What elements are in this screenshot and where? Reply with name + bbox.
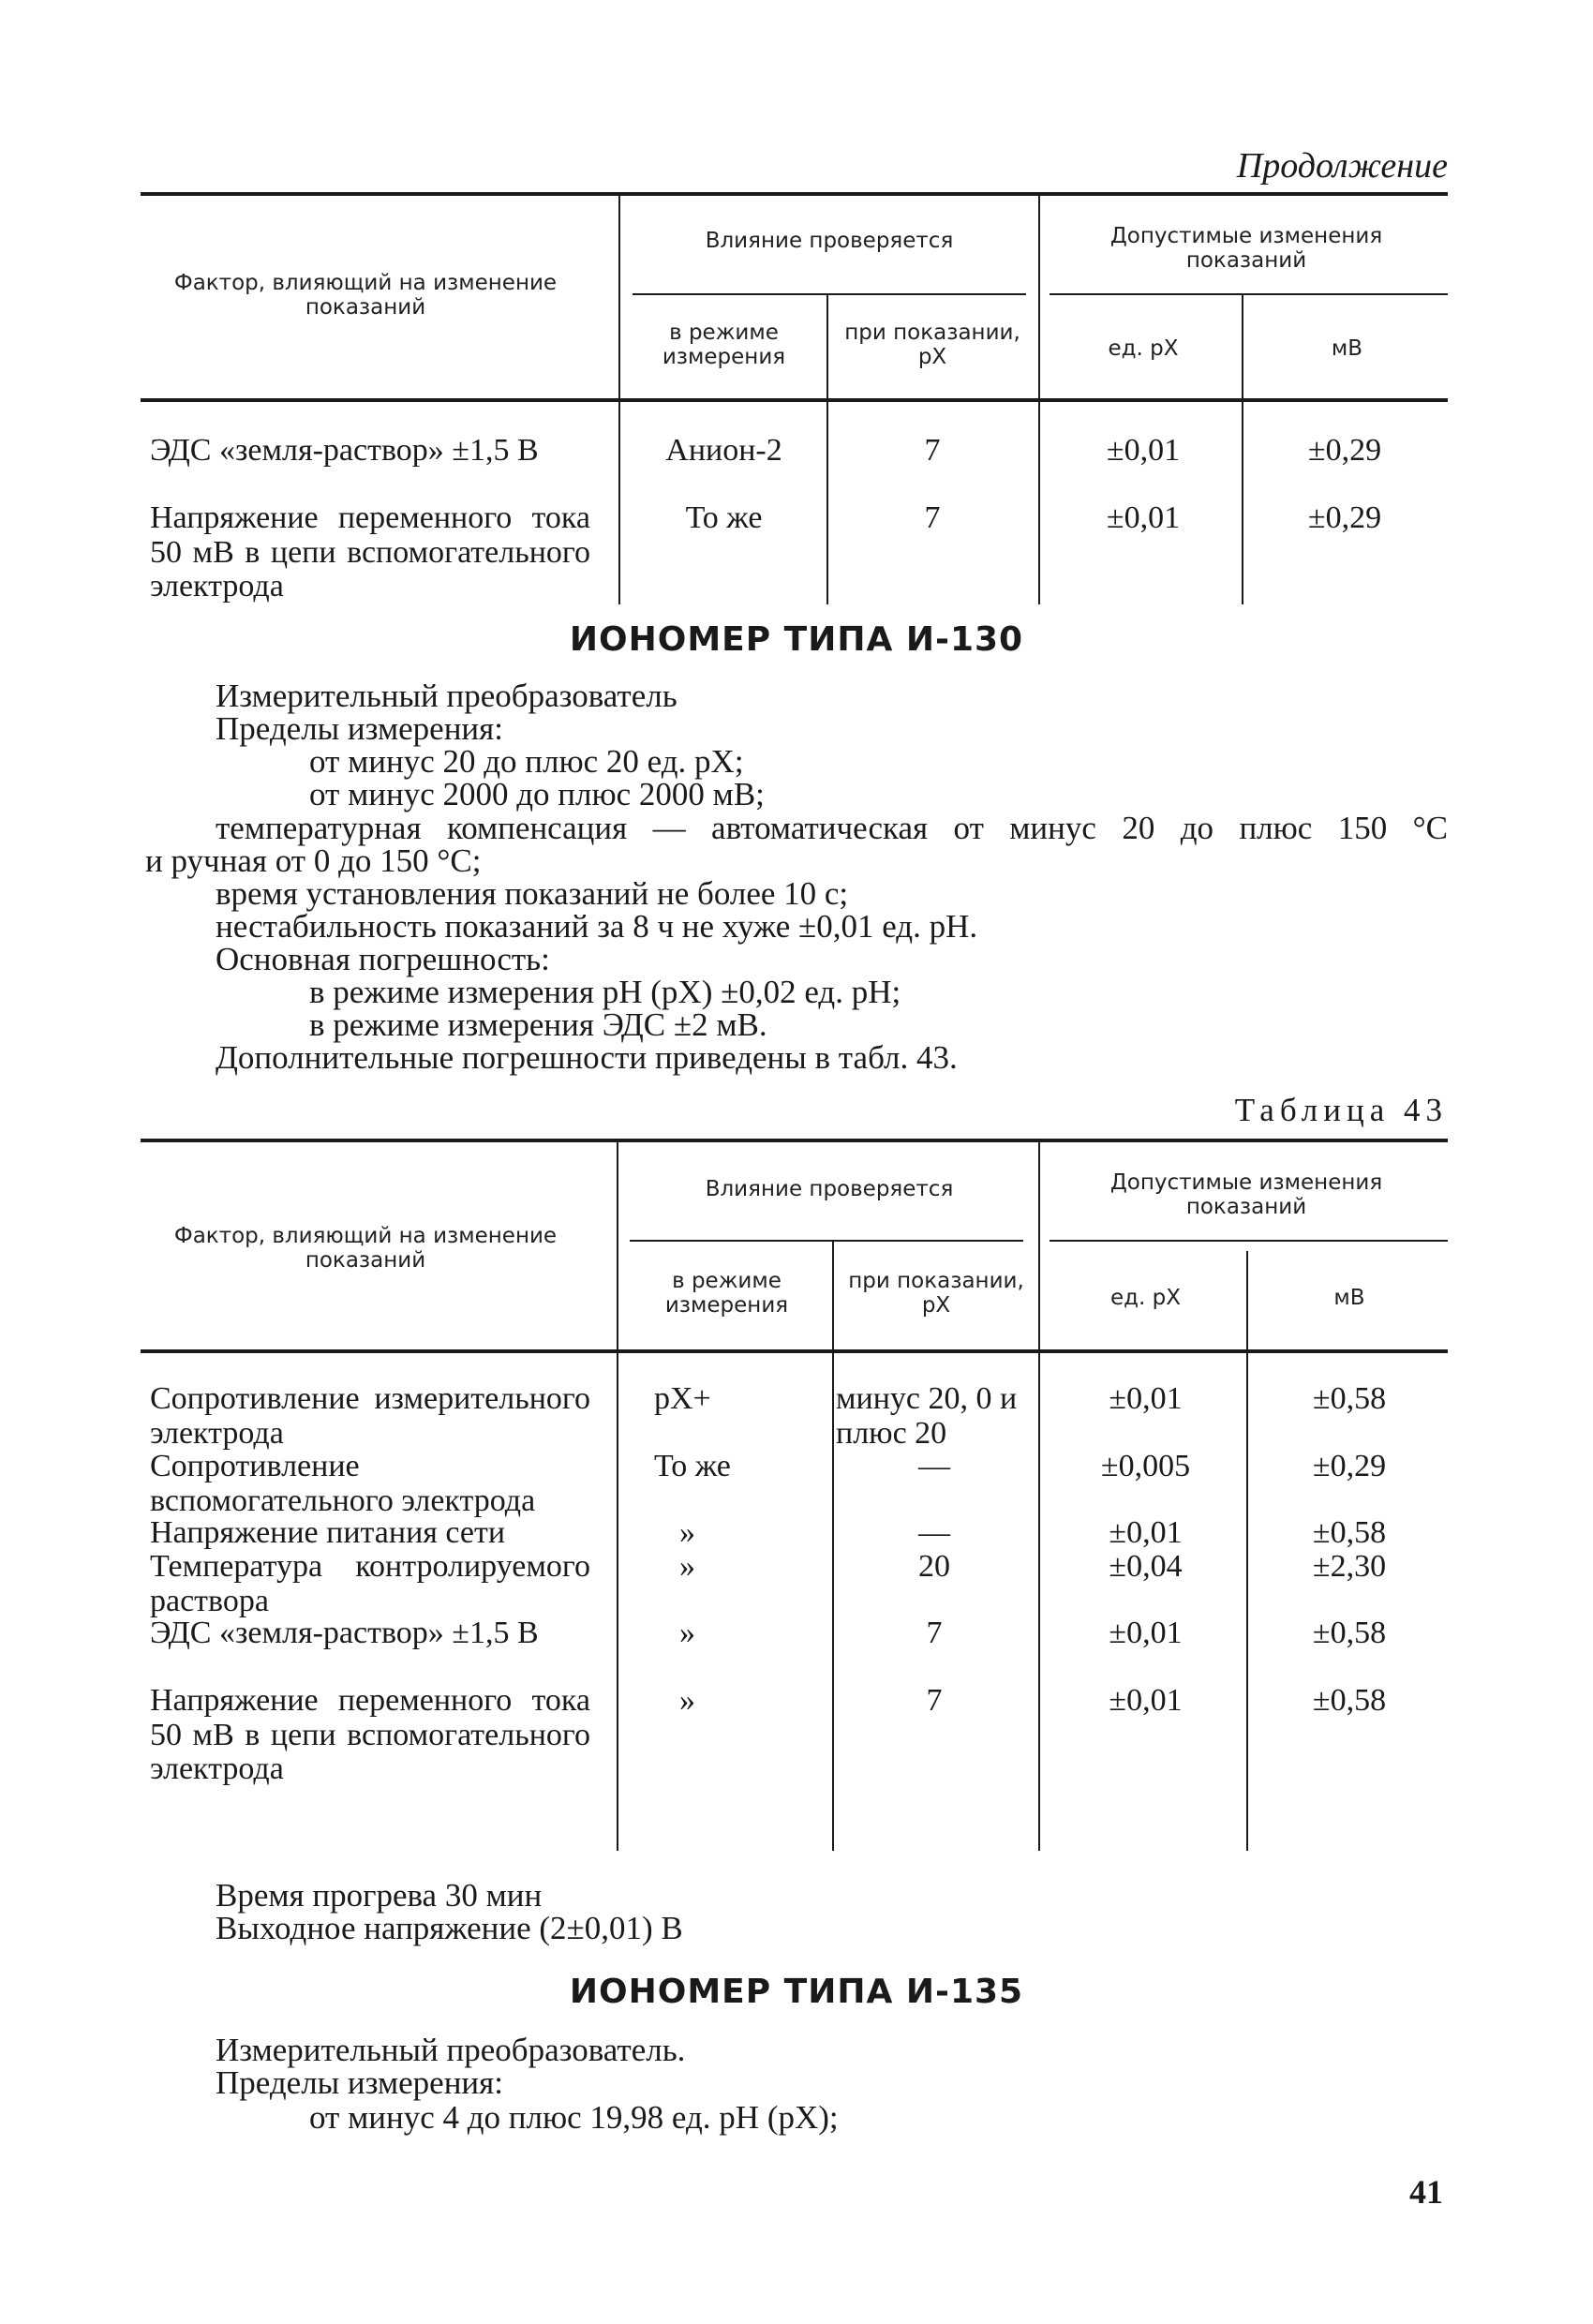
table-row-mode: » <box>679 1616 695 1650</box>
table-row-factor: Сопротивление вспомогательного электрода <box>150 1449 536 1518</box>
table-top-rule <box>141 192 1448 196</box>
table-row-mode: » <box>679 1515 695 1550</box>
table-row-px: ±0,04 <box>1109 1549 1183 1584</box>
table-row-at-reading: — <box>918 1515 950 1550</box>
table-row-factor: ЭДС «земля-раствор» ±1,5 В <box>150 1616 539 1650</box>
header-influence: Влияние проверяется <box>705 229 954 253</box>
header-units-mv: мВ <box>1333 1286 1365 1310</box>
table-row-px: ±0,01 <box>1106 433 1181 468</box>
table-row-px: ±0,01 <box>1106 500 1181 535</box>
header-mode: в режиме измерения <box>664 1269 789 1318</box>
col-divider <box>618 192 620 604</box>
col-divider <box>832 1240 834 1851</box>
table-43 <box>141 1139 1448 1851</box>
table-row-px: ±0,01 <box>1109 1616 1183 1650</box>
body-line: в режиме измерения ЭДС ±2 мВ. <box>309 1006 767 1043</box>
header-units-px: ед. pX <box>1108 336 1179 361</box>
table-row-mv: ±0,29 <box>1307 433 1382 468</box>
header-allowed: Допустимые изменения показаний <box>1109 1170 1383 1219</box>
continuation-label: Продолжение <box>1236 146 1448 186</box>
header-sub-rule <box>1050 1240 1448 1242</box>
body-line: Выходное напряжение (2±0,01) В <box>216 1910 683 1946</box>
body-line: от минус 4 до плюс 19,98 ед. pH (pX); <box>309 2099 839 2136</box>
body-line: Время прогрева 30 мин <box>216 1877 543 1914</box>
table-row-at-reading: — <box>918 1449 950 1483</box>
header-influence: Влияние проверяется <box>705 1177 954 1201</box>
table-row-mode: То же <box>654 1449 731 1483</box>
col-divider <box>1242 293 1243 604</box>
body-line: в режиме измерения pH (pX) ±0,02 ед. pH; <box>309 974 901 1010</box>
table-row-at-reading: 20 <box>918 1549 950 1584</box>
table-row-factor: Напряжение переменного тока 50 мВ в цепи вспомогательного электрода <box>150 500 590 604</box>
header-allowed: Допустимые изменения показаний <box>1109 224 1383 273</box>
header-units-mv: мВ <box>1331 336 1363 361</box>
header-factor: Фактор, влияющий на изменение показаний <box>173 271 558 320</box>
table-row-at-reading: 7 <box>924 500 941 535</box>
body-line: Измерительный преобразователь. <box>216 2032 686 2068</box>
body-line: Измерительный преобразователь <box>216 678 677 714</box>
table-top-rule <box>141 1139 1448 1142</box>
section-heading-i135: ИОНОМЕР ТИПА И-135 <box>569 1973 1024 2011</box>
col-divider <box>1038 192 1040 604</box>
table-row-at-reading: 7 <box>924 433 941 468</box>
body-line: Основная погрешность: <box>216 941 550 977</box>
table-row-px: ±0,01 <box>1109 1381 1183 1416</box>
table-row-mode: pX+ <box>654 1381 711 1416</box>
table-row-mv: ±0,58 <box>1312 1616 1387 1650</box>
table-row-mv: ±0,29 <box>1312 1449 1387 1483</box>
table-row-mv: ±0,29 <box>1307 500 1382 535</box>
header-factor: Фактор, влияющий на изменение показаний <box>173 1224 558 1273</box>
table-row-at-reading: минус 20, 0 и плюс 20 <box>836 1381 1018 1451</box>
table-row-mv: ±2,30 <box>1312 1549 1387 1584</box>
table-row-factor: Напряжение переменного тока 50 мВ в цепи вспомогательного электрода <box>150 1683 590 1787</box>
body-line: время установления показаний не более 10 с; <box>216 875 849 912</box>
table-row-mode: » <box>679 1549 695 1584</box>
table-row-mv: ±0,58 <box>1312 1683 1387 1718</box>
body-line: Пределы измерения: <box>216 2064 503 2101</box>
header-sub-rule <box>633 293 1026 295</box>
table-caption: Таблица 43 <box>1234 1092 1448 1128</box>
table-row-at-reading: 7 <box>926 1683 943 1718</box>
section-heading-i130: ИОНОМЕР ТИПА И-130 <box>569 620 1024 659</box>
page-number: 41 <box>1409 2173 1443 2211</box>
table-row-mode: То же <box>685 500 763 535</box>
table-row-mv: ±0,58 <box>1312 1381 1387 1416</box>
header-sub-rule <box>630 1240 1023 1242</box>
table-row-mode: Анион-2 <box>665 433 782 468</box>
header-units-px: ед. pX <box>1109 1286 1182 1310</box>
table-row-mode: » <box>679 1683 695 1718</box>
col-divider <box>1038 1139 1040 1851</box>
header-mode: в режиме измерения <box>662 320 786 369</box>
table-row-at-reading: 7 <box>926 1616 943 1650</box>
table-top <box>141 192 1448 604</box>
header-sub-rule <box>1050 293 1448 295</box>
col-divider <box>617 1139 618 1851</box>
body-line: температурная компенсация — автоматическая от минус 20 до плюс 150 °С <box>216 810 1448 846</box>
table-row-factor: Напряжение питания сети <box>150 1515 506 1550</box>
col-divider <box>826 293 828 604</box>
header-bottom-rule <box>141 1349 1448 1353</box>
body-line: Пределы измерения: <box>216 710 503 747</box>
header-at-reading: при показании, pX <box>848 1269 1024 1318</box>
col-divider <box>1246 1251 1248 1851</box>
table-row-px: ±0,005 <box>1100 1449 1191 1483</box>
table-row-mv: ±0,58 <box>1312 1515 1387 1550</box>
body-line: от минус 20 до плюс 20 ед. pX; <box>309 743 744 780</box>
table-row-px: ±0,01 <box>1109 1515 1183 1550</box>
table-row-px: ±0,01 <box>1109 1683 1183 1718</box>
table-row-factor: Температура контролируемого раствора <box>150 1549 590 1618</box>
body-line: и ручная от 0 до 150 °С; <box>145 842 482 879</box>
table-row-factor: Сопротивление измерительного электрода <box>150 1381 590 1451</box>
body-line: нестабильность показаний за 8 ч не хуже ±0,01 ед. pH. <box>216 908 978 945</box>
body-line: от минус 2000 до плюс 2000 мВ; <box>309 776 765 812</box>
body-line: Дополнительные погрешности приведены в табл. 43. <box>216 1039 958 1076</box>
header-bottom-rule <box>141 398 1448 402</box>
table-row-factor: ЭДС «земля-раствор» ±1,5 В <box>150 433 539 468</box>
header-at-reading: при показании, pX <box>844 320 1020 369</box>
